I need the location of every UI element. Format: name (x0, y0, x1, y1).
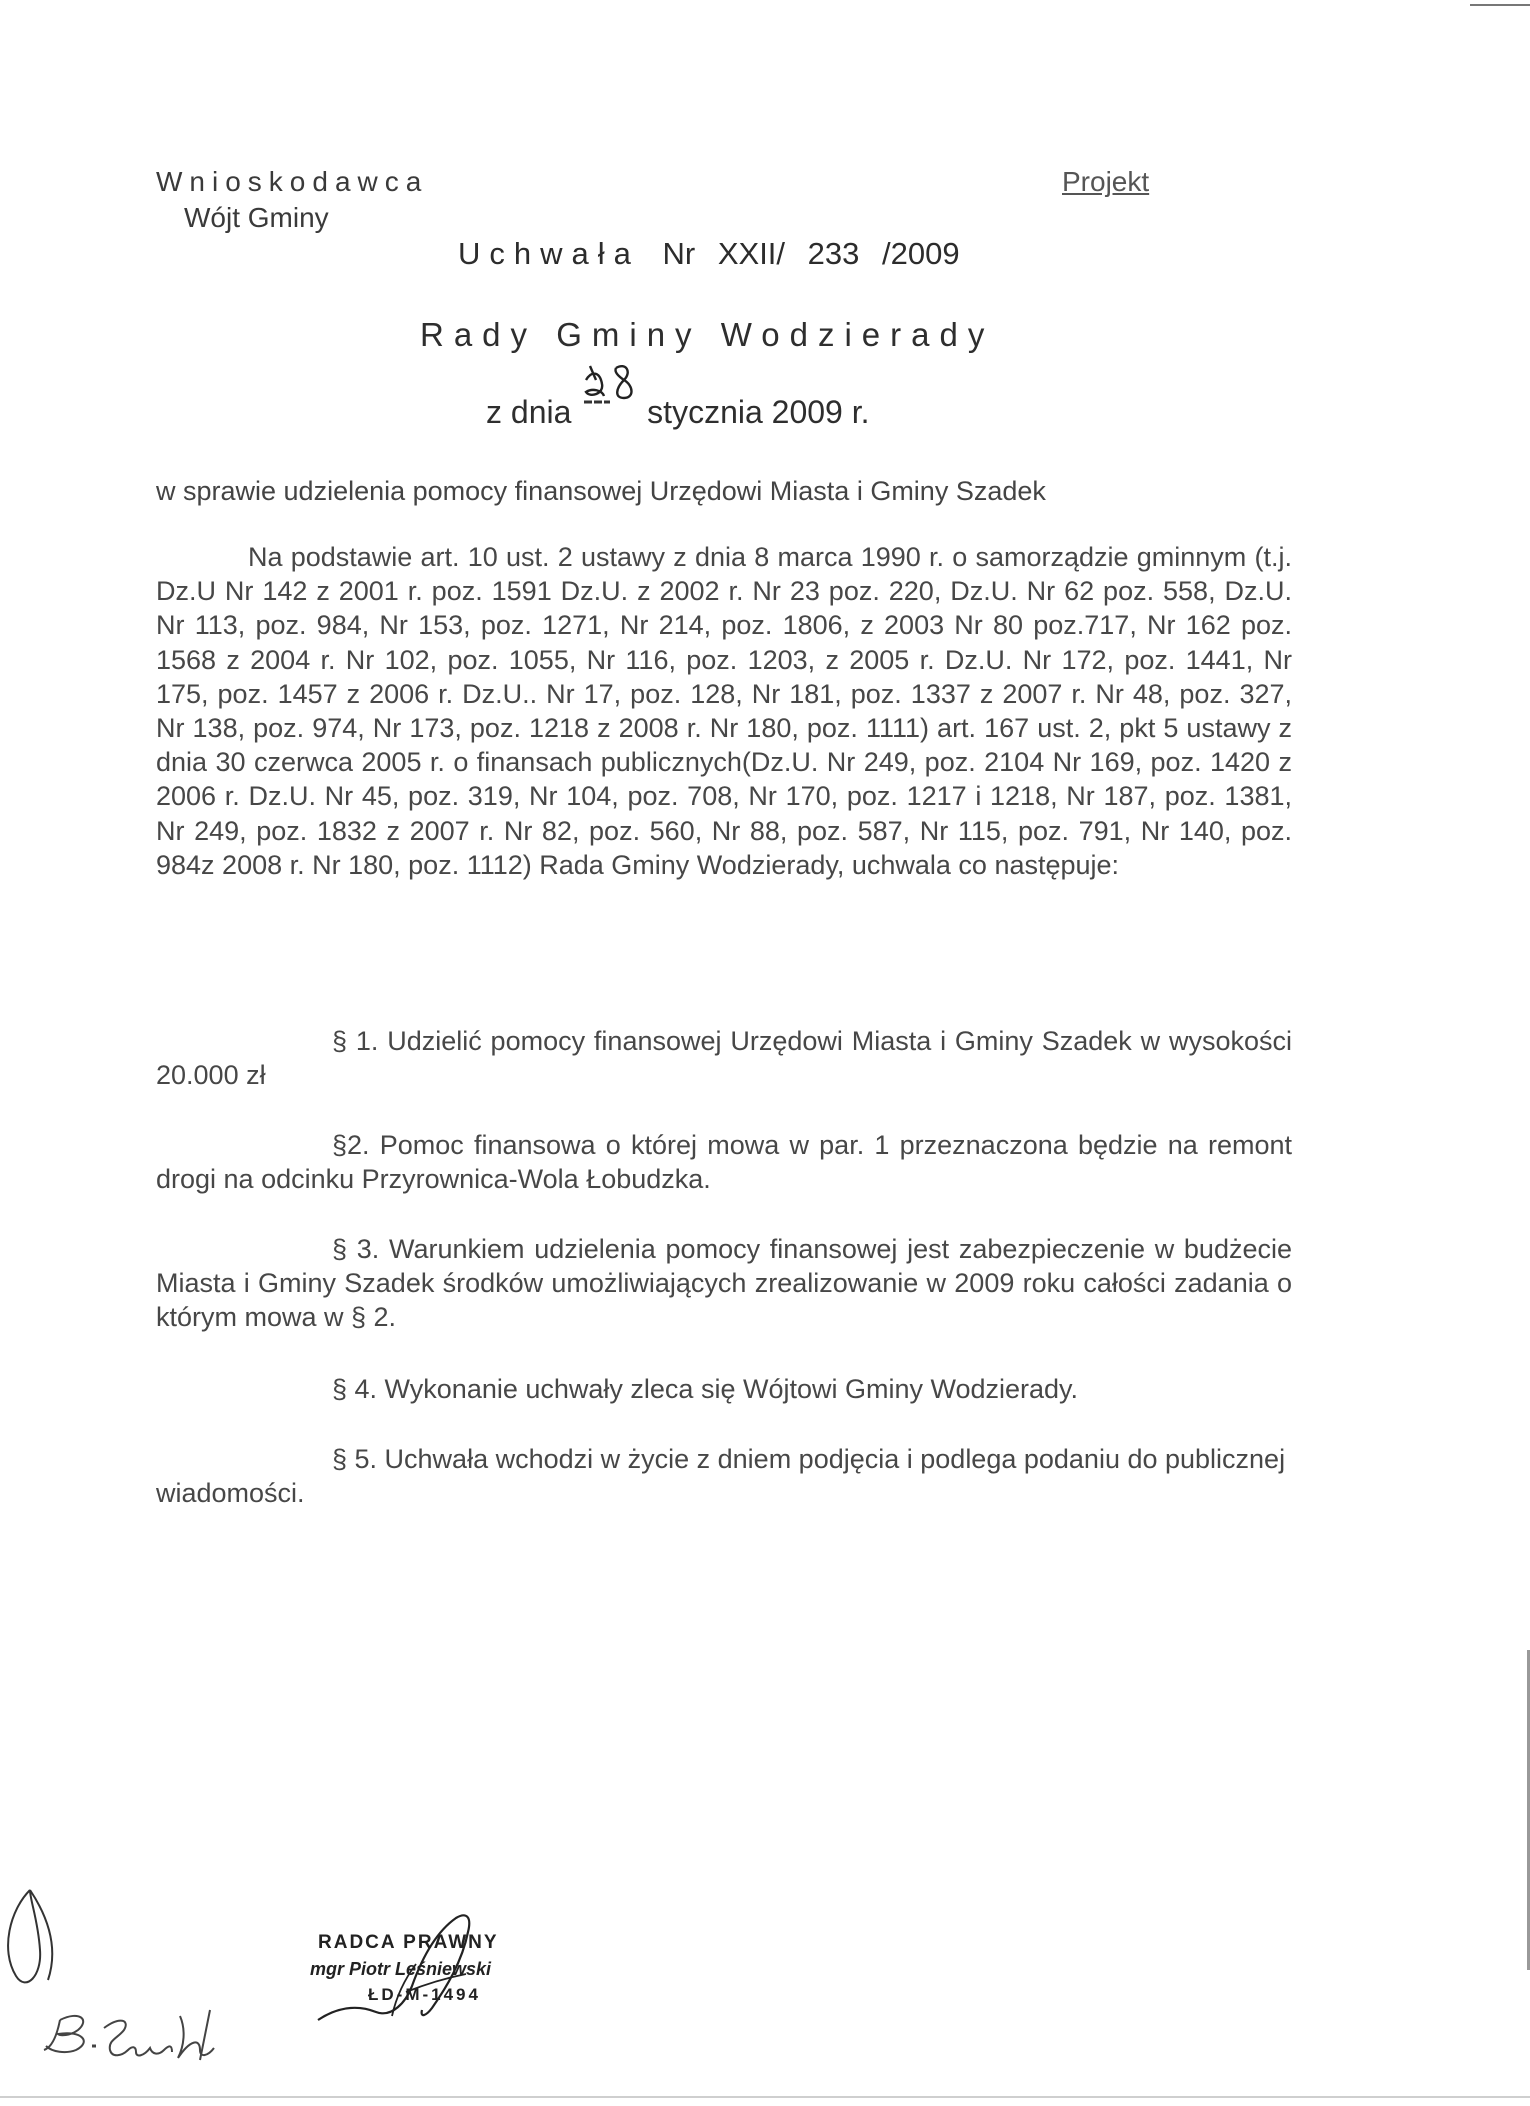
resolution-title (458, 236, 960, 272)
scan-edge-bottom (0, 2096, 1530, 2098)
legal-advisor-stamp (310, 1932, 558, 2042)
resolution-date (486, 394, 870, 431)
paragraph-1: § 1. Udzielić pomocy finansowej Urzędowi Miasta i Gminy Szadek w wysokości 20.000 zł (156, 1026, 1292, 1091)
paragraph-4: § 4. Wykonanie uchwały zleca się Wójtowi Gminy Wodzierady. (332, 1374, 1079, 1404)
stamp-number: ŁD-M-1494 (368, 1985, 481, 2004)
stamp-name: mgr Piotr Leśniewski (310, 1959, 492, 1979)
resolution-number: Nr XXII/ 233 /2009 (662, 236, 960, 271)
date-prefix: z dnia (486, 394, 572, 430)
paragraph-2: §2. Pomoc finansowa o której mowa w par. 1 przeznaczona będzie na remont drogi na odcinku Przyrownica-Wola Łobudzka. (156, 1130, 1292, 1195)
paragraph-3: § 3. Warunkiem udzielenia pomocy finansowej jest zabezpieczenie w budżecie Miasta i Gminy Szadek środków umożliwiających zrealizowanie w 2009 roku całości zadania o którym mowa w § 2. (156, 1234, 1292, 1333)
council-name: Rady Gminy Wodzierady (420, 316, 995, 353)
applicant-block (156, 164, 428, 236)
date-suffix: stycznia 2009 r. (647, 394, 870, 430)
date-day-handwritten (580, 394, 638, 431)
scan-edge-top (1470, 4, 1530, 6)
legal-basis-text: Na podstawie art. 10 ust. 2 ustawy z dnia 8 marca 1990 r. o samorządzie gminnym (t.j. Dz.U Nr 142 z 2001 r. poz. 1591 Dz.U. z 2002 r. Nr 23 poz. 220, Dz.U. Nr 62 poz. 558, Dz.U. Nr 113, poz. 984, Nr 153, poz. 1271, Nr 214, poz. 1806, z 2003 Nr 80 poz.717, Nr 162 poz. 1568 z 2004 r. Nr 102, poz. 1055, Nr 116, poz. 1203, z 2005 r. Dz.U. Nr 172, poz. 1441, Nr 175, poz. 1457 z 2006 r. Dz.U.. Nr 17, poz. 128, Nr 181, poz. 1337 z 2007 r. Nr 48, poz. 327, Nr 138, poz. 974, Nr 173, poz. 1218 z 2008 r. Nr 180, poz. 1111) art. 167 ust. 2, pkt 5 ustawy z dnia 30 czerwca 2005 r. o finansach publicznych(Dz.U. Nr 249, poz. 2104 Nr 169, poz. 1420 z 2006 r. Dz.U. Nr 45, poz. 319, Nr 104, poz. 708, Nr 170, poz. 1217 i 1218, Nr 187, poz. 1381, Nr 249, poz. 1832 z 2007 r. Nr 82, poz. 560, Nr 88, poz. 587, Nr 115, poz. 791, Nr 140, poz. 984z 2008 r. Nr 180, poz. 1112) Rada Gminy Wodzierady, uchwala co następuje: (156, 542, 1292, 880)
resolution-subject: w sprawie udzielenia pomocy finansowej Urzędowi Miasta i Gminy Szadek (156, 476, 1046, 506)
project-label: Projekt (1062, 166, 1150, 197)
legal-basis (156, 540, 1292, 882)
paragraph-5: § 5. Uchwała wchodzi w życie z dniem podjęcia i podlega podaniu do publicznej wiadomości. (156, 1444, 1286, 1509)
applicant-label: Wnioskodawca (156, 166, 429, 197)
applicant-name: Wójt Gminy (184, 202, 329, 233)
handwritten-signature-left (0, 1870, 240, 2070)
resolution-word: Uchwała (458, 236, 640, 271)
stamp-title: RADCA PRAWNY (318, 1932, 499, 1953)
handwritten-day-mark (580, 358, 640, 418)
